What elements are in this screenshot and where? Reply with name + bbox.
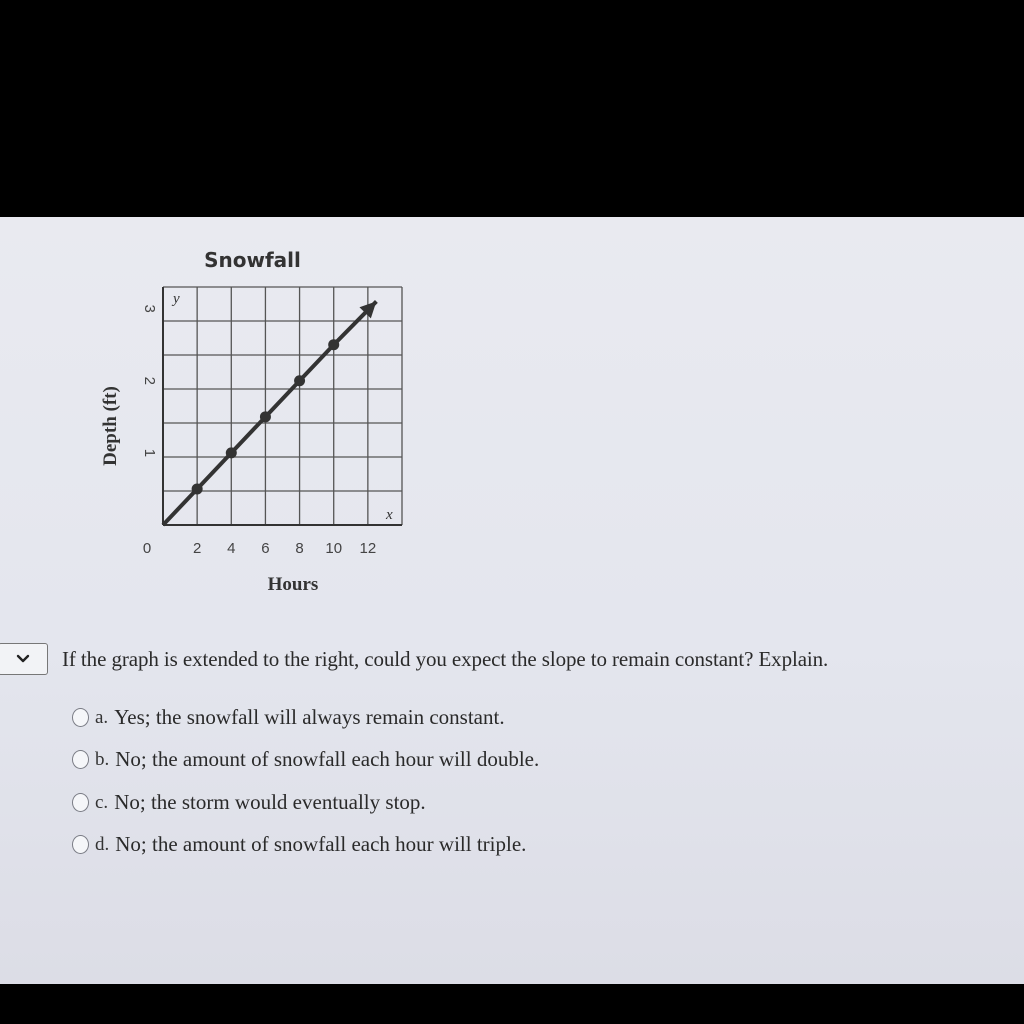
data-point bbox=[226, 447, 237, 458]
y-tick-label: 1 bbox=[141, 448, 158, 458]
data-point bbox=[328, 339, 339, 350]
data-point bbox=[260, 411, 271, 422]
radio-button[interactable] bbox=[72, 708, 89, 727]
chart-title: Snowfall bbox=[204, 248, 301, 272]
x-tick-label: 2 bbox=[192, 540, 202, 557]
y-tick-label: 2 bbox=[141, 376, 158, 385]
x-tick-label: 10 bbox=[325, 540, 343, 557]
x-tick-label: 4 bbox=[227, 540, 236, 557]
y-tick-label: 3 bbox=[141, 304, 158, 313]
y-axis-label: Depth (ft) bbox=[100, 386, 121, 466]
data-point bbox=[294, 375, 305, 386]
answer-option-c[interactable] bbox=[72, 790, 426, 815]
option-text: No; the amount of snowfall each hour will double. bbox=[115, 747, 540, 771]
option-letter: c. bbox=[95, 791, 109, 813]
answer-option-d[interactable] bbox=[72, 832, 526, 857]
option-letter: a. bbox=[95, 706, 109, 728]
collapse-toggle-button[interactable] bbox=[0, 643, 48, 675]
answer-option-b[interactable] bbox=[72, 747, 539, 772]
x-axis-variable: x bbox=[386, 507, 393, 523]
y-axis-variable: y bbox=[173, 291, 180, 307]
radio-button[interactable] bbox=[72, 835, 89, 854]
option-letter: b. bbox=[95, 748, 110, 770]
x-tick-label: 8 bbox=[295, 540, 304, 557]
option-text: No; the storm would eventually stop. bbox=[114, 790, 426, 814]
data-point bbox=[192, 483, 203, 494]
question-row bbox=[0, 637, 1024, 687]
x-axis-label: Hours bbox=[267, 574, 319, 595]
answer-option-a[interactable] bbox=[72, 705, 505, 730]
quiz-screen bbox=[0, 217, 1024, 984]
option-letter: d. bbox=[95, 833, 110, 855]
x-tick-label: 0 bbox=[142, 540, 152, 557]
snowfall-chart bbox=[90, 247, 430, 617]
radio-button[interactable] bbox=[72, 750, 89, 769]
x-tick-label: 12 bbox=[359, 540, 377, 557]
x-tick-label: 6 bbox=[261, 540, 270, 557]
option-text: No; the amount of snowfall each hour will triple. bbox=[115, 832, 527, 856]
question-text: If the graph is extended to the right, could you expect the slope to remain constant? Explain. bbox=[62, 647, 829, 671]
option-text: Yes; the snowfall will always remain constant. bbox=[114, 705, 505, 729]
radio-button[interactable] bbox=[72, 793, 89, 812]
chevron-down-icon bbox=[16, 654, 30, 664]
